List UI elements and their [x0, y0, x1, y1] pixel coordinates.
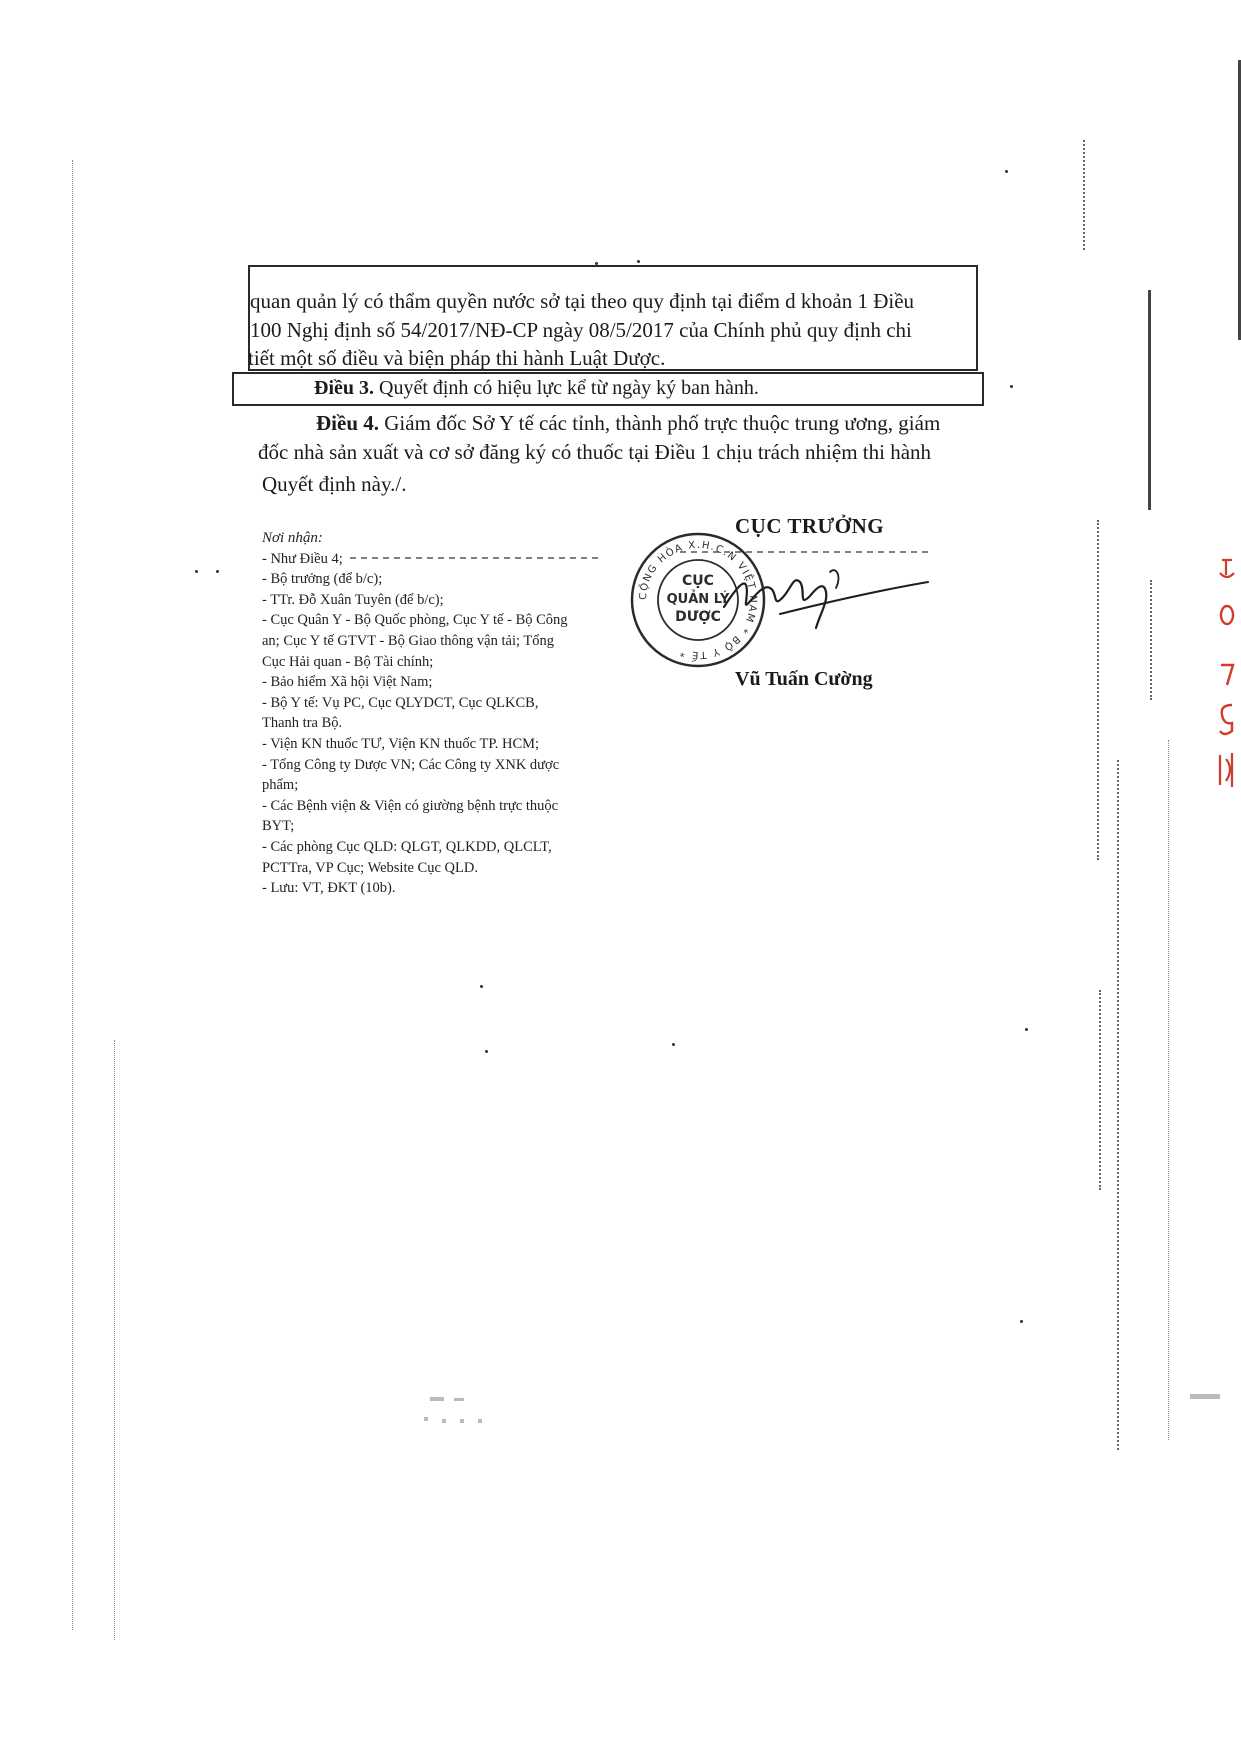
recipient-item: - Lưu: VT, ĐKT (10b). — [262, 880, 396, 897]
scan-speck — [672, 1043, 675, 1046]
paragraph-line: tiết một số điều và biện pháp thi hành Luật Dược. — [248, 346, 666, 370]
scan-margin-line-left — [72, 160, 73, 1630]
scan-margin-line-right-4 — [1117, 760, 1119, 1450]
recipient-item: Thanh tra Bộ. — [262, 715, 343, 732]
article4-label: Điều 4. — [316, 411, 379, 435]
seal-center-line: DƯỢC — [675, 609, 721, 625]
scan-speck — [216, 570, 219, 573]
red-stamp-fragment-icon — [1216, 555, 1238, 795]
recipient-item: - Cục Quân Y - Bộ Quốc phòng, Cục Y tế - Bộ Công — [262, 612, 568, 629]
scan-margin-line-right-1 — [1083, 140, 1085, 250]
recipient-item: Cục Hải quan - Bộ Tài chính; — [262, 653, 434, 670]
scan-edge-line-2 — [1150, 580, 1152, 700]
scan-speck — [485, 1050, 488, 1053]
signer-title: CỤC TRƯỞNG — [735, 514, 885, 538]
scan-margin-line-left-2 — [114, 1040, 115, 1640]
recipient-item: BYT; — [262, 818, 295, 835]
scan-margin-line-right-3 — [1099, 990, 1101, 1190]
scan-speck — [1010, 385, 1013, 388]
recipient-item: - Các phòng Cục QLD: QLGT, QLKDD, QLCLT, — [262, 838, 552, 855]
handwritten-signature-icon — [720, 552, 940, 632]
seal-ring-text: CỘNG HÒA X.H.C.N VIỆT NAM * BỘ Y TẾ * — [637, 539, 759, 661]
recipient-item: - Bộ trưởng (để b/c); — [262, 571, 383, 588]
article4-line2: đốc nhà sản xuất và cơ sở đăng ký có thuốc tại Điều 1 chịu trách nhiệm thi hành — [258, 440, 932, 464]
faint-scan-artefact — [1190, 1388, 1230, 1408]
recipient-item: - Như Điều 4; — [262, 550, 343, 567]
scan-edge-line-3 — [1168, 740, 1169, 1440]
recipient-item: - Bảo hiểm Xã hội Việt Nam; — [262, 674, 433, 691]
scan-speck — [480, 985, 483, 988]
paragraph-line: 100 Nghị định số 54/2017/NĐ-CP ngày 08/5/2017 của Chính phủ quy định chi — [250, 318, 912, 342]
scan-speck — [1020, 1320, 1023, 1323]
recipient-item: - Viện KN thuốc TƯ, Viện KN thuốc TP. HCM; — [262, 735, 540, 752]
seal-center-line: QUẢN LÝ — [666, 592, 730, 607]
article3-text — [314, 373, 759, 403]
article4-line1 — [316, 408, 940, 438]
scan-margin-line-right-2 — [1097, 520, 1099, 860]
article3-body: Quyết định có hiệu lực kể từ ngày ký ban hành. — [374, 377, 759, 399]
faint-scan-artefact — [420, 1395, 510, 1435]
recipient-item: phẩm; — [262, 777, 299, 794]
scan-speck — [1025, 1028, 1028, 1031]
seal-center-line: CỤC — [682, 573, 714, 589]
recipients-title: Nơi nhận: — [262, 530, 323, 546]
recipient-item: - TTr. Đỗ Xuân Tuyên (để b/c); — [262, 591, 444, 608]
recipient-item: - Tổng Công ty Dược VN; Các Công ty XNK dược — [262, 756, 560, 773]
scan-speck — [1005, 170, 1008, 173]
article4-body: Giám đốc Sở Y tế các tỉnh, thành phố trực thuộc trung ương, giám — [379, 411, 941, 435]
recipient-item: - Các Bệnh viện & Viện có giường bệnh trực thuộc — [262, 797, 559, 814]
paragraph-line: quan quản lý có thẩm quyền nước sở tại theo quy định tại điểm d khoản 1 Điều — [250, 289, 915, 313]
scan-speck — [637, 260, 640, 263]
recipient-item: - Bộ Y tế: Vụ PC, Cục QLYDCT, Cục QLKCB, — [262, 694, 539, 711]
recipients-block — [262, 528, 642, 899]
article3-label: Điều 3. — [314, 377, 374, 399]
signer-name: Vũ Tuấn Cường — [735, 668, 873, 690]
recipient-item: an; Cục Y tế GTVT - Bộ Giao thông vận tải; Tổng — [262, 632, 554, 649]
recipient-item: PCTTra, VP Cục; Website Cục QLD. — [262, 859, 478, 876]
article4-line3: Quyết định này./. — [262, 472, 407, 496]
scan-speck — [195, 570, 198, 573]
scan-edge-line — [1148, 290, 1151, 510]
